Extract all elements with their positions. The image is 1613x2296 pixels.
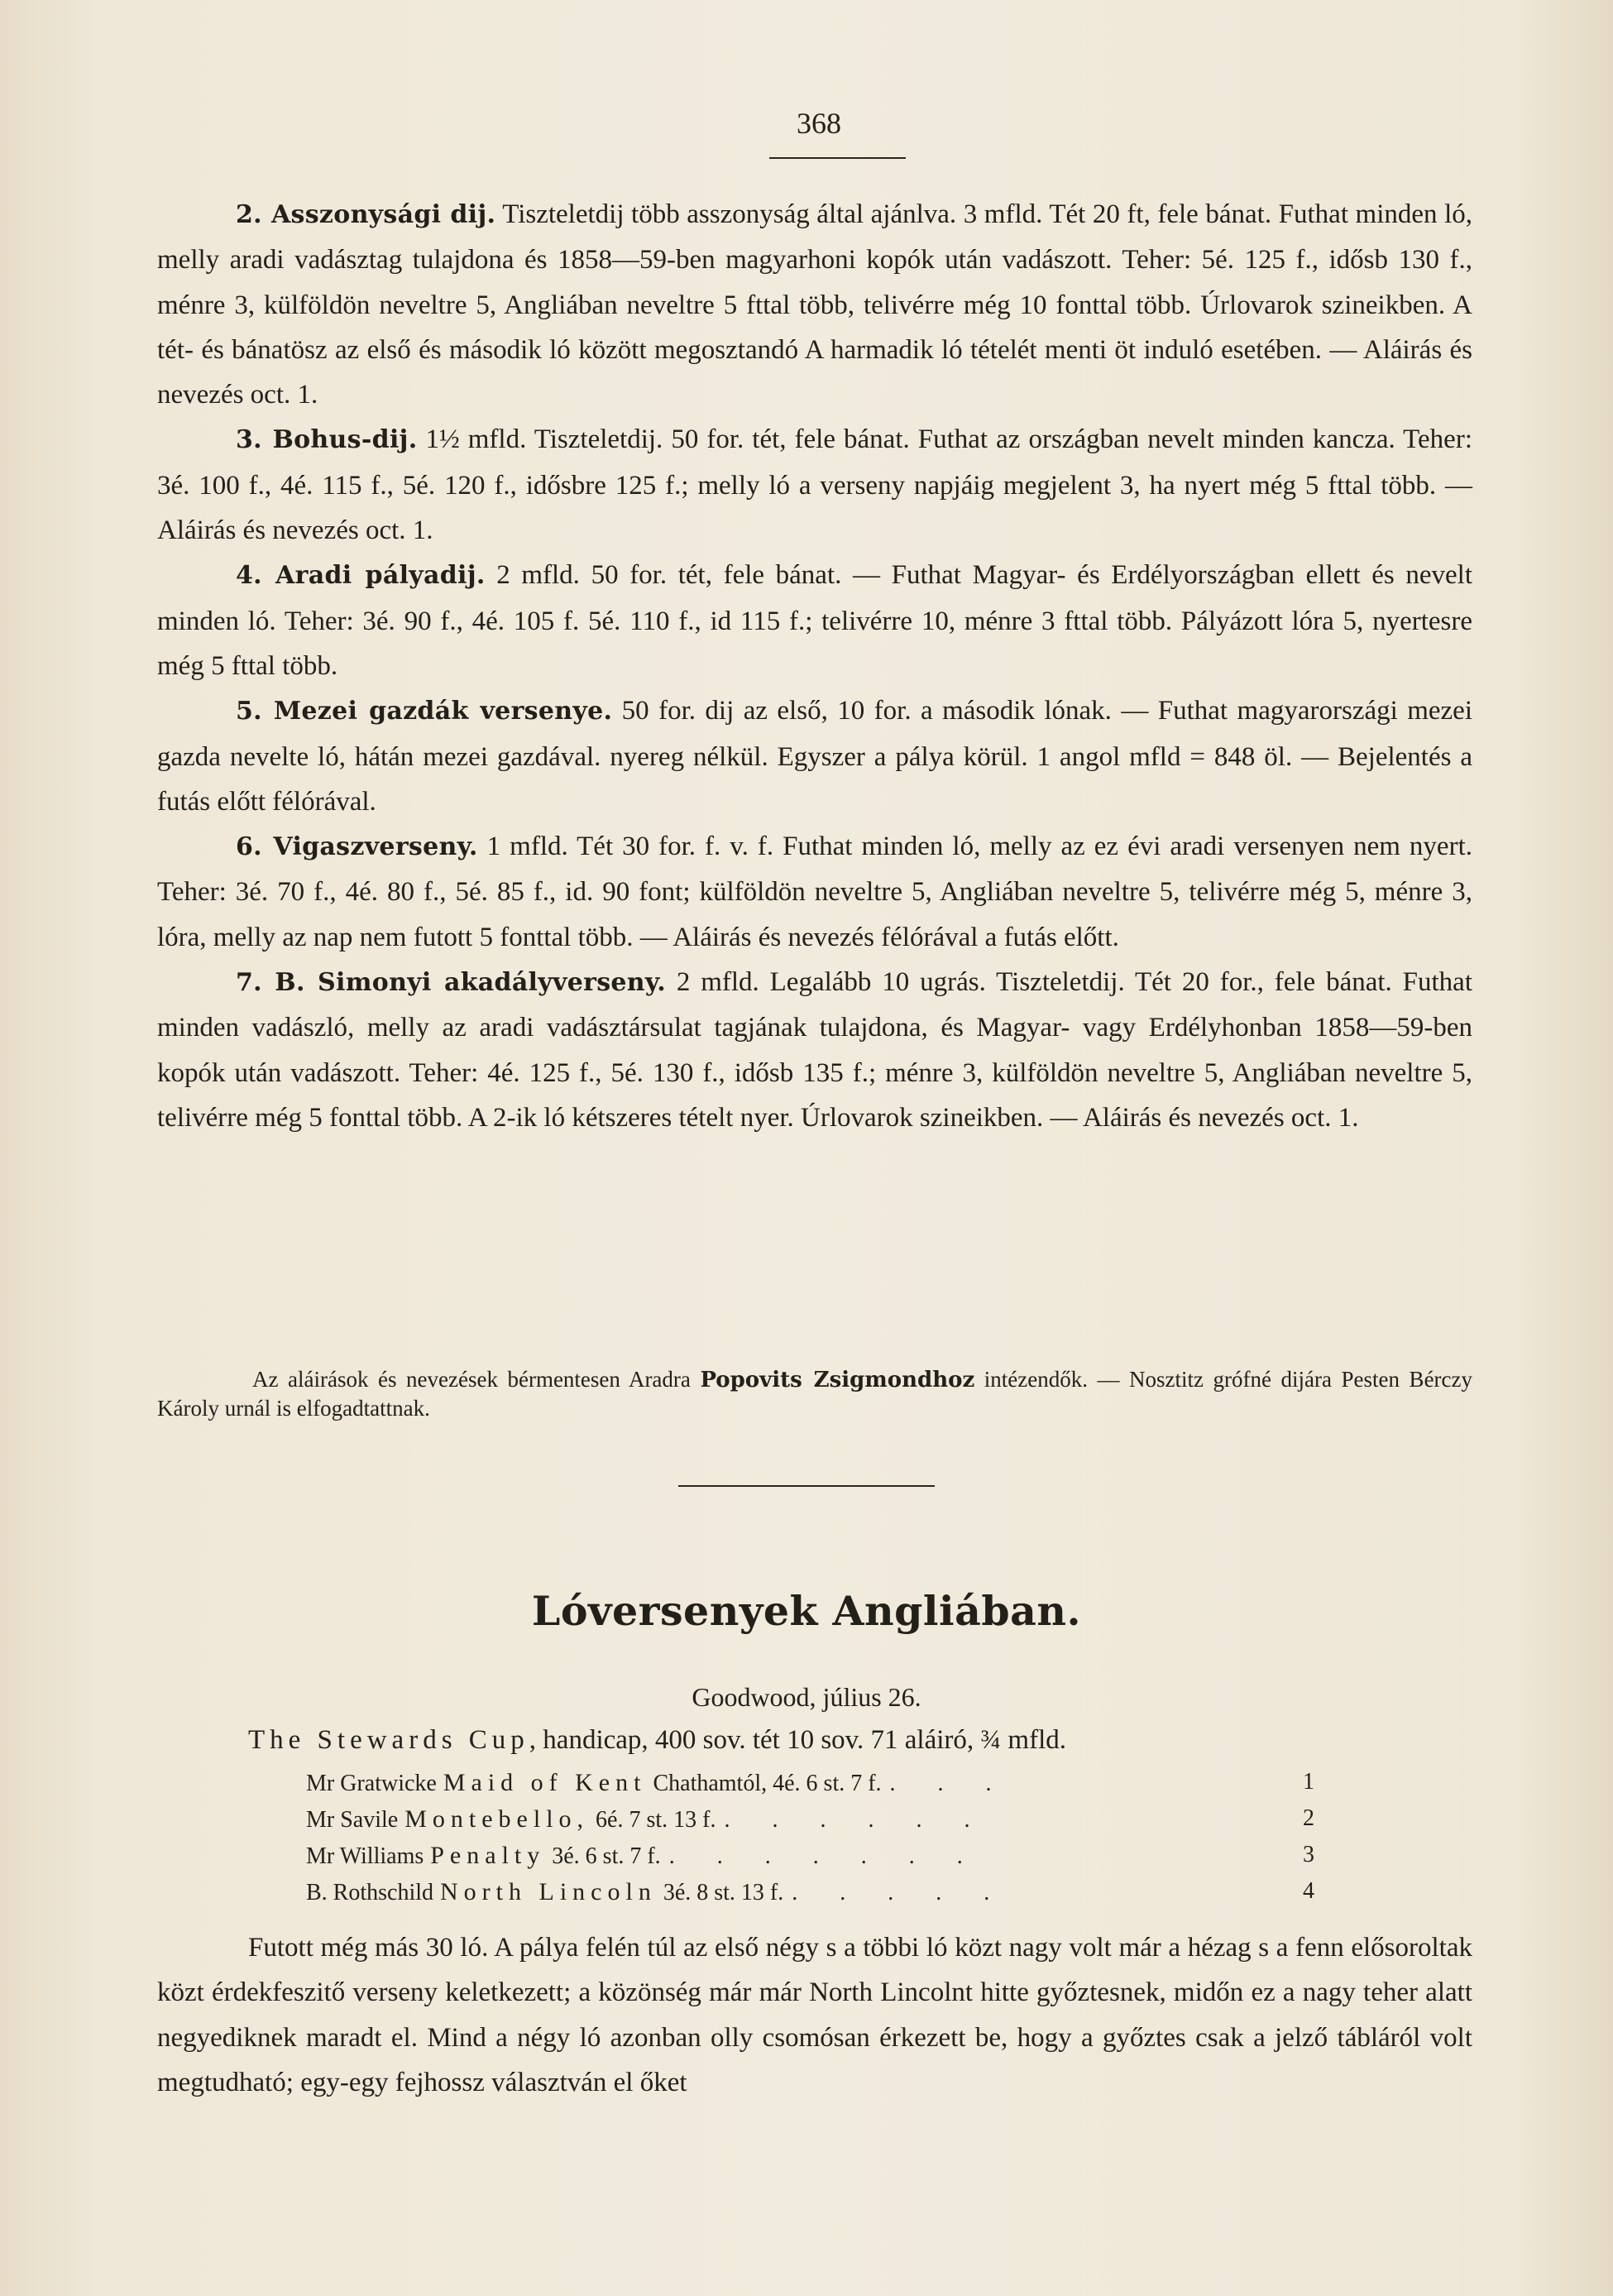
registration-note	[157, 1365, 1472, 1422]
result-horse: Maid of Kent	[443, 1769, 647, 1796]
race-entries	[157, 192, 1472, 1140]
entry-text: 2 mfld. Legalább 10 ugrás. Tiszteletdij. Tét 20 for., fele bánat. Futhat minden vadászló, melly az aradi vadásztársulat tagjának tulajdona, és Magyar- vagy Erdélyhonban 1858—59-ben kopók után vadászott. Teher: 4é. 125 f., 5é. 130 f., idősb 135 f.; ménre 3, külföldön neveltre 5, Angliában neveltre 5, telivérre még 5 fonttal több. A 2-ik ló kétszeres tételt nyer. Úrlovarok szineikben. — Aláirás és nevezés oct. 1.	[157, 967, 1472, 1133]
page-number-rule	[769, 157, 906, 159]
result-row	[306, 1842, 1340, 1878]
result-row	[306, 1878, 1340, 1915]
result-owner: Mr Savile	[306, 1807, 399, 1833]
result-details: 6é. 7 st. 13 f.	[596, 1807, 716, 1833]
entry-asszonysagi-dij	[157, 192, 1472, 417]
entry-text: Tiszteletdij több asszonyság által ajánlva. 3 mfld. Tét 20 ft, fele bánat. Futhat minden ló, melly aradi vadásztag tulajdona és 1858—59-ben magyarhoni kopók után vadászott. Teher: 5é. 125 f., idősb 130 f., ménre 3, külföldön neveltre 5, Angliában neveltre 5 fttal több, telivérre még 10 fonttal több. Úrlovarok szineikben. A tét- és bánatösz az első és második ló között megosztandó A harmadik ló tételét menti öt induló esetében. — Aláirás és nevezés oct. 1.	[157, 199, 1472, 410]
entry-mezei-gazdak-versenye	[157, 688, 1472, 824]
result-place: 3	[1303, 1842, 1314, 1867]
entry-vigaszverseny	[157, 824, 1472, 960]
entry-title: 5. Mezei gazdák versenye.	[236, 697, 613, 726]
result-details: 3é. 8 st. 13 f.	[663, 1880, 784, 1905]
race-name: The Stewards Cup	[248, 1725, 529, 1755]
entry-text: 1 mfld. Tét 30 for. f. v. f. Futhat minden ló, melly az ez évi aradi versenyen nem nyert. Teher: 3é. 70 f., 4é. 80 f., 5é. 85 f., id. 90 font; külföldön neveltre 5, Angliában neveltre 5, telivérre még 5, ménre 3, lóra, melly az nap nem futott 5 fonttal több. — Aláirás és nevezés félórával a futás előtt.	[157, 832, 1472, 952]
entry-aradi-palyadij	[157, 553, 1472, 688]
result-leader-dots: . . .	[889, 1771, 1010, 1796]
entry-text: 50 for. dij az első, 10 for. a második lónak. — Futhat magyarországi mezei gazda nevelte ló, hátán mezei gazdával. nyereg nélkül. Egyszer a pálya körül. 1 angol mfld = 848 öl. — Bejelentés a futás előtt félórával.	[157, 696, 1472, 817]
entry-title: 3. Bohus-dij.	[236, 425, 418, 455]
result-leader-dots: . . . . . .	[724, 1807, 988, 1833]
entry-simonyi-akadalyverseny	[157, 960, 1472, 1140]
result-horse: Penalty	[430, 1842, 546, 1869]
note-text-before: Az aláirások és nevezések bérmentesen Aradra	[252, 1367, 701, 1392]
note-text-after: intézendők. — Nosztitz grófné dijára Pesten Bérczy Károly urnál is elfogadtattnak.	[157, 1367, 1473, 1421]
entry-title: 2. Asszonysági dij.	[236, 200, 496, 229]
note-recipient: Popovits Zsigmondhoz	[700, 1368, 975, 1392]
race-report: Futott még más 30 ló. A pálya felén túl az első négy s a többi ló közt nagy volt már a hézag s a fenn elősoroltak közt érdekfeszitő verseny keletkezett; a közönség már már North Lincolnt hitte győztesnek, midőn ez a nagy teher alatt negyediknek maradt el. Mind a négy ló azonban olly csomósan érkezett be, hogy a győztes csak a jelző tábláról volt megtudható; egy-egy fejhossz választván el őket	[157, 1933, 1472, 2097]
section-divider	[678, 1485, 935, 1487]
race-conditions: , handicap, 400 sov. tét 10 sov. 71 aláiró, ¾ mfld.	[529, 1725, 1066, 1755]
result-details: 3é. 6 st. 7 f.	[552, 1843, 661, 1869]
entry-bohus-dij	[157, 417, 1472, 553]
race-venue: Goodwood, július 26.	[692, 1682, 921, 1712]
entry-text: 1½ mfld. Tiszteletdij. 50 for. tét, fele bánat. Futhat az országban nevelt minden kancza. Teher: 3é. 100 f., 4é. 115 f., 5é. 120 f., idősbre 125 f.; melly ló a verseny napjáig megjelent 3, ha nyert még 5 fttal több. — Aláirás és nevezés oct. 1.	[157, 424, 1472, 546]
result-leader-dots: . . . . .	[792, 1880, 1008, 1905]
entry-title: 6. Vigaszverseny.	[236, 832, 478, 862]
result-owner: B. Rothschild	[306, 1880, 434, 1905]
race-heading	[248, 1725, 1448, 1756]
entry-title: 4. Aradi pályadij.	[236, 561, 486, 591]
result-row	[306, 1805, 1340, 1842]
result-details: Chathamtól, 4é. 6 st. 7 f.	[653, 1771, 882, 1796]
result-owner: Mr Williams	[306, 1843, 424, 1869]
result-horse: Montebello,	[404, 1805, 590, 1833]
entry-text: 2 mfld. 50 for. tét, fele bánat. — Futhat Magyar- és Erdélyországban ellett és nevelt minden ló. Teher: 3é. 90 f., 4é. 105 f. 5é. 110 f., id 115 f.; telivérre 10, ménre 3 fttal több. Pályázott lóra 5, nyertesre még 5 fttal több.	[157, 560, 1472, 681]
page-number: 368	[797, 107, 841, 140]
race-results	[306, 1769, 1340, 1915]
result-owner: Mr Gratwicke	[306, 1771, 437, 1796]
result-place: 2	[1303, 1805, 1314, 1831]
result-horse: North Lincoln	[440, 1878, 657, 1905]
entry-title: 7. B. Simonyi akadályverseny.	[236, 968, 666, 998]
result-row	[306, 1769, 1340, 1805]
result-leader-dots: . . . . . . .	[668, 1843, 981, 1869]
result-place: 1	[1303, 1769, 1314, 1795]
result-place: 4	[1303, 1878, 1314, 1904]
section-title: Lóversenyek Angliában.	[531, 1587, 1082, 1635]
